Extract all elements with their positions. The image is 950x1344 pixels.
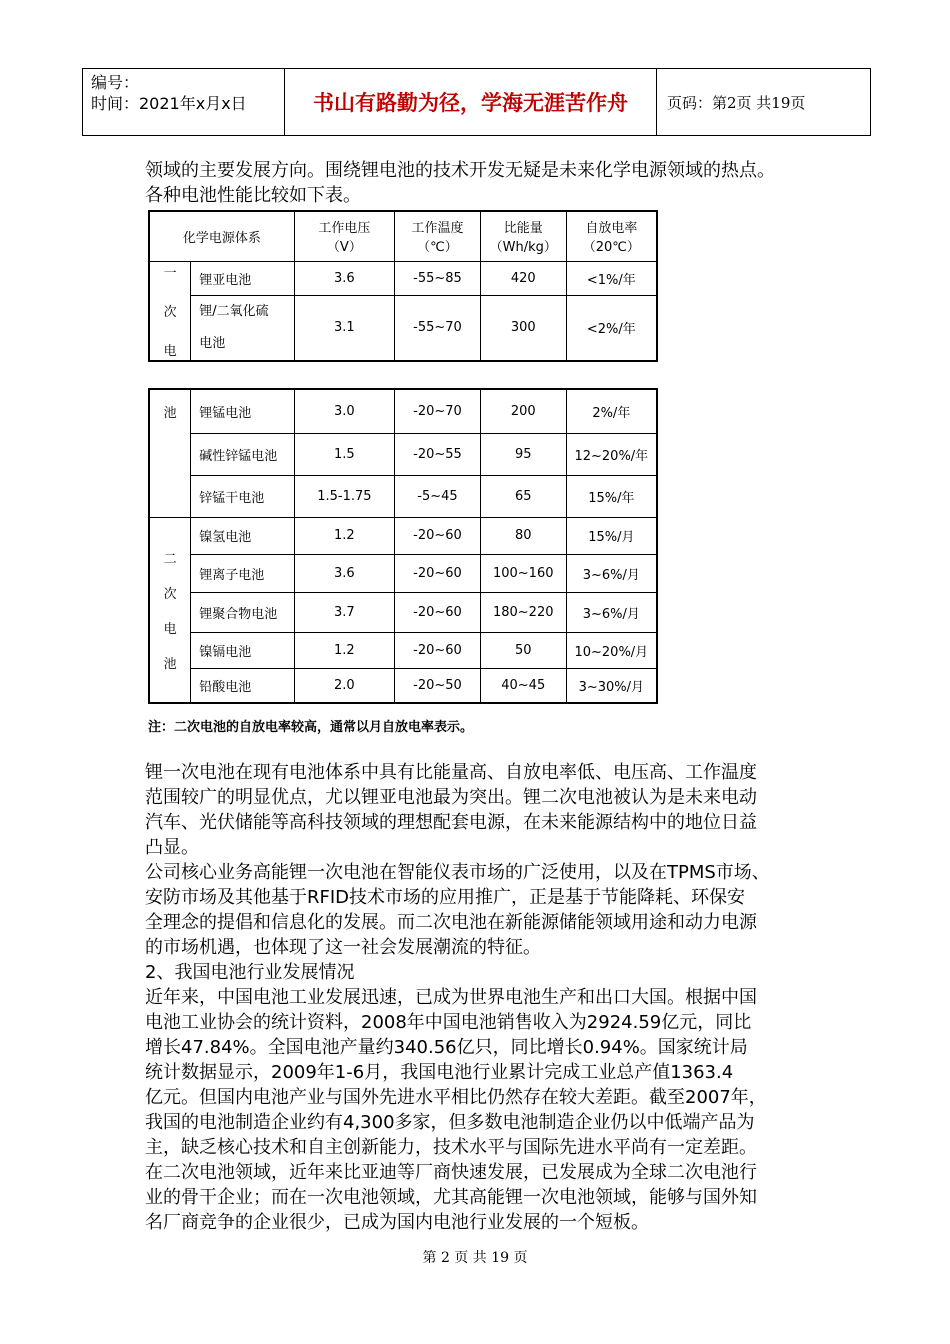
text-line: 名厂商竞争的企业很少，已成为国内电池行业发展的一个短板。 <box>145 1212 649 1233</box>
category-char: 池 <box>163 406 177 421</box>
text-line: 锂一次电池在现有电池体系中具有比能量高、自放电率低、电压高、工作温度 <box>145 762 757 783</box>
cell-temp: -20~70 <box>395 389 481 433</box>
page-footer: 第 2 页 共 19 页 <box>422 1250 528 1266</box>
paragraph-3 <box>145 985 825 1235</box>
cell-voltage: 1.2 <box>294 632 394 668</box>
text-line: 凸显。 <box>145 837 199 858</box>
cell-energy: 100~160 <box>480 554 566 592</box>
cell-energy: 420 <box>480 261 566 295</box>
cell-energy: 95 <box>480 433 566 475</box>
cell-voltage: 3.6 <box>294 261 394 295</box>
paragraph-2 <box>145 860 825 960</box>
text-line: 亿元。但国内电池产业与国外先进水平相比仍然存在较大差距。截至2007年， <box>145 1087 767 1108</box>
header-text: 工作电压 <box>318 221 371 237</box>
paragraph-1 <box>145 760 825 860</box>
category-char: 一 <box>163 266 177 281</box>
header-voltage <box>294 211 394 261</box>
cell-name-line: 电池 <box>199 335 226 351</box>
cell-energy: 80 <box>480 517 566 554</box>
cell-self: 3~30%/月 <box>566 668 657 703</box>
cell-voltage: 1.5-1.75 <box>294 475 394 517</box>
table-header-row <box>149 211 657 261</box>
text-line: 在二次电池领域，近年来比亚迪等厂商快速发展，已发展成为全球二次电池行 <box>145 1162 757 1183</box>
text-line: 安防市场及其他基于RFID技术市场的应用推广，正是基于节能降耗、环保安 <box>145 887 746 908</box>
cell-voltage: 1.2 <box>294 517 394 554</box>
header-unit: （℃） <box>417 240 458 256</box>
cell-energy: 180~220 <box>480 592 566 632</box>
text-line: 汽车、光伏储能等高科技领域的理想配套电源，在未来能源结构中的地位日益 <box>145 812 757 833</box>
text-line: 公司核心业务高能锂一次电池在智能仪表市场的广泛使用，以及在TPMS市场、 <box>145 862 770 883</box>
cell-temp: -5~45 <box>395 475 481 517</box>
cell-self: 2%/年 <box>566 389 657 433</box>
cell-self: <2%/年 <box>566 295 657 361</box>
cell-temp: -20~60 <box>395 517 481 554</box>
cell-name: 锂亚电池 <box>191 261 294 295</box>
cell-name: 锂离子电池 <box>191 554 294 592</box>
table-row <box>149 389 657 433</box>
cell-name: 镍氢电池 <box>191 517 294 554</box>
cell-name-line: 锂/二氧化硫 <box>199 303 269 319</box>
header-energy <box>480 211 566 261</box>
header-unit: （Wh/kg） <box>489 240 557 256</box>
cell-temp: -55~70 <box>395 295 481 361</box>
cell-temp: -55~85 <box>395 261 481 295</box>
text-line: 业的骨干企业；而在一次电池领域，尤其高能锂一次电池领域，能够与国外知 <box>145 1187 757 1208</box>
header-text: 比能量 <box>503 221 543 237</box>
section-heading: 2、我国电池行业发展情况 <box>145 962 355 983</box>
table-row <box>149 433 657 475</box>
header-unit: （V） <box>326 240 362 256</box>
page-header <box>82 68 871 136</box>
cell-self: 15%/月 <box>566 517 657 554</box>
time-label: 时间：2021年x月x日 <box>91 94 247 113</box>
text-line: 统计数据显示，2009年1-6月，我国电池行业累计完成工业总产值1363.4 <box>145 1062 734 1083</box>
header-unit: （20℃） <box>582 240 640 256</box>
cell-name: 锂锰电池 <box>191 389 294 433</box>
text-line: 电池工业协会的统计资料，2008年中国电池销售收入为2924.59亿元，同比 <box>145 1012 752 1033</box>
table-row <box>149 475 657 517</box>
cell-name: 铅酸电池 <box>191 668 294 703</box>
cell-voltage: 2.0 <box>294 668 394 703</box>
header-text: 自放电率 <box>585 221 638 237</box>
battery-table-part2 <box>148 388 658 704</box>
text-line: 全理念的提倡和信息化的发展。而二次电池在新能源储能领域用途和动力电源 <box>145 912 757 933</box>
table-row <box>149 295 657 361</box>
category-secondary <box>149 517 191 703</box>
motto: 书山有路勤为径，学海无涯苦作舟 <box>285 69 657 135</box>
cell-voltage: 3.7 <box>294 592 394 632</box>
cell-name <box>191 295 294 361</box>
cell-self: 15%/年 <box>566 475 657 517</box>
category-char: 电 <box>163 621 177 637</box>
cell-self: 3~6%/月 <box>566 554 657 592</box>
text-line: 增长47.84%。全国电池产量约340.56亿只，同比增长0.94%。国家统计局 <box>145 1037 748 1058</box>
category-primary-bottom <box>149 389 191 517</box>
number-label: 编号： <box>91 73 140 92</box>
cell-temp: -20~60 <box>395 632 481 668</box>
cell-self: 10~20%/月 <box>566 632 657 668</box>
text-line: 的市场机遇，也体现了这一社会发展潮流的特征。 <box>145 937 541 958</box>
cell-energy: 65 <box>480 475 566 517</box>
header-system: 化学电源体系 <box>149 211 294 261</box>
cell-energy: 300 <box>480 295 566 361</box>
cell-name: 碱性锌锰电池 <box>191 433 294 475</box>
cell-self: <1%/年 <box>566 261 657 295</box>
category-char: 二 <box>163 551 177 567</box>
table-row <box>149 668 657 703</box>
text-line: 主，缺乏核心技术和自主创新能力，技术水平与国际先进水平尚有一定差距。 <box>145 1137 757 1158</box>
battery-table-part1 <box>148 210 658 362</box>
page-label: 页码：第2页 共19页 <box>667 93 806 112</box>
text-line: 各种电池性能比较如下表。 <box>145 185 361 206</box>
cell-voltage: 3.0 <box>294 389 394 433</box>
cell-temp: -20~60 <box>395 554 481 592</box>
text-line: 我国的电池制造企业约有4,300多家，但多数电池制造企业仍以中低端产品为 <box>145 1112 755 1133</box>
table-note: 注：二次电池的自放电率较高，通常以月自放电率表示。 <box>148 720 474 735</box>
cell-energy: 200 <box>480 389 566 433</box>
category-char: 池 <box>163 656 177 672</box>
cell-name: 锌锰干电池 <box>191 475 294 517</box>
header-text: 工作温度 <box>411 221 464 237</box>
text-line: 领域的主要发展方向。围绕锂电池的技术开发无疑是未来化学电源领域的热点。 <box>145 160 775 181</box>
cell-voltage: 1.5 <box>294 433 394 475</box>
header-self-discharge <box>566 211 657 261</box>
text-line: 近年来，中国电池工业发展迅速，已成为世界电池生产和出口大国。根据中国 <box>145 987 757 1008</box>
category-char: 次 <box>163 586 177 602</box>
category-char: 电 <box>163 344 177 359</box>
text-line: 范围较广的明显优点，尤以锂亚电池最为突出。锂二次电池被认为是未来电动 <box>145 787 757 808</box>
intro-paragraph <box>145 158 825 208</box>
cell-voltage: 3.1 <box>294 295 394 361</box>
cell-self: 3~6%/月 <box>566 592 657 632</box>
table-row <box>149 592 657 632</box>
body-text <box>145 760 825 1235</box>
header-temp <box>395 211 481 261</box>
category-char: 次 <box>163 305 177 320</box>
cell-temp: -20~55 <box>395 433 481 475</box>
cell-name: 镍镉电池 <box>191 632 294 668</box>
table-row <box>149 554 657 592</box>
category-primary-top <box>149 261 191 361</box>
table-row <box>149 632 657 668</box>
cell-temp: -20~60 <box>395 592 481 632</box>
cell-voltage: 3.6 <box>294 554 394 592</box>
cell-self: 12~20%/年 <box>566 433 657 475</box>
cell-energy: 50 <box>480 632 566 668</box>
header-left-cell <box>83 69 285 135</box>
cell-temp: -20~50 <box>395 668 481 703</box>
table-row <box>149 517 657 554</box>
cell-energy: 40~45 <box>480 668 566 703</box>
table-row <box>149 261 657 295</box>
cell-name: 锂聚合物电池 <box>191 592 294 632</box>
